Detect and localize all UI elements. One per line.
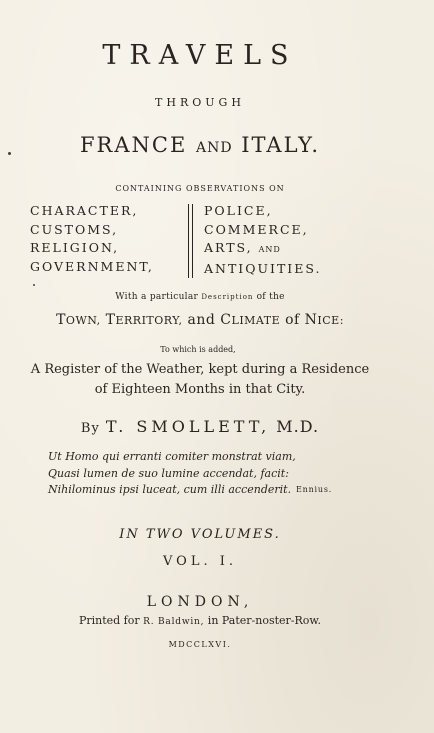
territory-word: ERRITORY, [115, 314, 183, 327]
printer-text: Printed for [78, 614, 140, 627]
topic-item: ARTS, [204, 240, 253, 255]
country-and: AND [195, 140, 233, 156]
topic-item: COMMERCE, [204, 221, 309, 237]
topic-item: RELIGION, [30, 240, 120, 255]
motto-line: Ut Homo qui erranti comiter monstrat viam, [48, 450, 296, 463]
ink-speck [33, 284, 35, 286]
volume-number: VOL. I. [163, 554, 237, 569]
topic-item: CUSTOMS, [30, 221, 119, 237]
climate-word: LIMATE [231, 314, 281, 327]
printer-address: in Pater-noster-Row. [207, 614, 322, 627]
topic-item: ANTIQUITIES. [204, 260, 322, 276]
register-line-1: A Register of the Weather, kept during a Residence [30, 362, 370, 377]
motto-line: Nihilominus ipsi luceat, cum illi accenderit. [48, 483, 292, 496]
motto-block [48, 449, 296, 499]
containing-line: CONTAINING OBSERVATIONS ON [115, 184, 285, 193]
publication-date: MDCCLXVI. [168, 640, 232, 649]
motto-attribution: Ennius. [296, 485, 333, 494]
climate-word: C [220, 312, 232, 328]
added-line: To which is added, [160, 345, 236, 354]
topic-item: POLICE, [204, 203, 273, 218]
town-word: OWN, [65, 314, 101, 327]
register-line-2: of Eighteen Months in that City. [94, 382, 306, 397]
territory-word: T [105, 312, 116, 328]
particular-text: of the [256, 292, 285, 302]
author-degree: M.D. [276, 417, 320, 436]
author-name: T. SMOLLETT, [105, 417, 271, 436]
motto-line: Quasi lumen de suo lumine accendat, facit: [48, 466, 289, 480]
topics-right-column [204, 202, 321, 278]
town-word: T [56, 312, 66, 328]
topic-item: GOVERNMENT, [30, 258, 154, 274]
country-line [0, 133, 400, 157]
topic-item: CHARACTER, [30, 203, 139, 218]
book-title: TRAVELS [102, 40, 298, 71]
ink-speck [8, 152, 11, 155]
of-word: of [285, 312, 300, 328]
column-divider [192, 204, 193, 278]
and-word: and [187, 312, 216, 328]
topics-block [30, 202, 360, 282]
country-france: FRANCE [79, 133, 188, 157]
topic-and: AND [258, 245, 281, 254]
topic-line [204, 239, 321, 260]
description-word: Description [201, 293, 254, 301]
through-label: THROUGH [155, 96, 245, 109]
particular-line [0, 292, 400, 302]
column-divider [188, 204, 189, 278]
author-by: By [80, 421, 100, 436]
author-line [0, 417, 400, 436]
particular-text: With a particular [115, 292, 199, 302]
town-line [0, 312, 400, 328]
nice-word: N [304, 312, 318, 328]
country-italy: ITALY. [241, 133, 321, 157]
city-line: LONDON, [146, 594, 254, 610]
topics-left-column [30, 202, 154, 276]
nice-word: ICE: [317, 314, 344, 327]
printer-name: R. Baldwin, [143, 617, 205, 627]
printer-line [0, 614, 400, 627]
volumes-line: IN TWO VOLUMES. [119, 527, 281, 542]
